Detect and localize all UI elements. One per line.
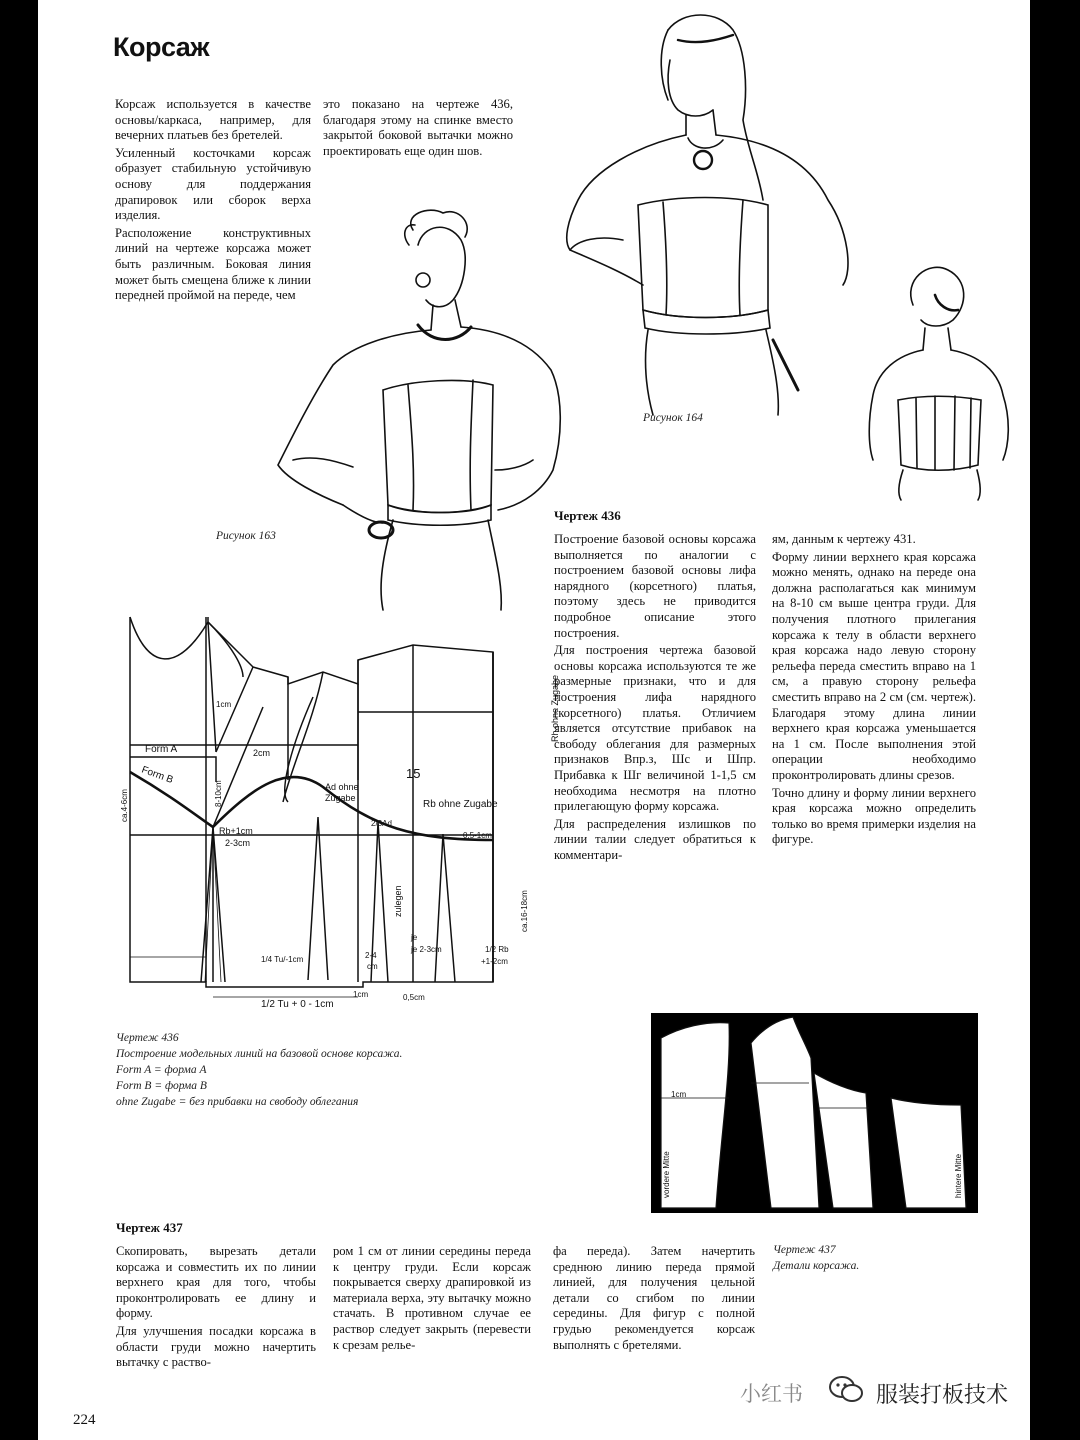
pattern-label: 15 bbox=[406, 766, 421, 781]
pattern-label: 1/4 Tu/-1cm bbox=[261, 955, 304, 964]
pattern-label: 2/3Ad bbox=[371, 819, 392, 828]
draft-437-pattern-pieces bbox=[651, 1013, 978, 1213]
pattern-label: Rb+1cm bbox=[219, 826, 253, 836]
figure-163-illustration bbox=[233, 205, 563, 615]
caption-line: Чертеж 437 bbox=[773, 1244, 836, 1256]
paragraph: Для распределения излишков по линии талии следует обратиться к комментари- bbox=[554, 816, 756, 862]
watermark-xhs: 小红书 bbox=[740, 1382, 803, 1406]
pattern-label: ca.16-18cm bbox=[520, 890, 529, 932]
paragraph: Точно длину и форму линии верхнего края корсажа можно определить только во время примерки изделия на фигуре. bbox=[772, 785, 976, 847]
caption-line: Чертеж 436 bbox=[116, 1032, 179, 1044]
pattern-label: je bbox=[411, 933, 418, 942]
pattern-label: 1cm bbox=[353, 990, 369, 999]
paragraph: Построение базовой основы корсажа выполняется по аналогии с построением базовой основы лифа нарядного (корсетного) платья, поэтому здесь не приводится подробное описание этого построения. bbox=[554, 532, 756, 640]
paragraph: ром 1 см от линии середины переда к центру груди. Если корсаж покрывается сверху драпировкой из материала верха, эту вытачку можно стачать. В противном случае ее раствор следует закрыть (перевести к срезам релье- bbox=[333, 1244, 531, 1352]
piece-label: vordere Mitte bbox=[662, 1151, 671, 1198]
pattern-label: Zugabe bbox=[325, 793, 356, 803]
paragraph: ям, данным к чертежу 431. bbox=[772, 532, 916, 546]
pattern-label: 2-3cm bbox=[225, 838, 251, 848]
draft-436-caption bbox=[116, 1030, 402, 1110]
piece-label: 1cm bbox=[671, 1090, 687, 1099]
pattern-label: 2cm bbox=[253, 748, 271, 758]
pattern-label: 8-10cm bbox=[214, 780, 223, 807]
pattern-label: 0,5cm bbox=[403, 993, 425, 1002]
pattern-label: 1cm bbox=[216, 700, 232, 709]
caption-line: Детали корсажа. bbox=[773, 1260, 860, 1272]
intro-column-2 bbox=[323, 97, 513, 159]
watermark-account: 服装打板技术 bbox=[876, 1383, 1009, 1408]
pattern-label: 1/2 Rb bbox=[485, 945, 509, 954]
draft-436-column-2 bbox=[772, 532, 976, 848]
paragraph: Расположение конструктивных линий на чертеже корсажа может быть различным. Боковая линия может быть смещена ближе к линии передней проймой на переде, чем bbox=[115, 225, 311, 303]
wechat-icon bbox=[828, 1375, 864, 1405]
paragraph: Форму линии верхнего края корсажа можно менять, однако на переде она должна располагаться как минимум на 8-10 см выше центра груди. Для получения плотного прилегания корсажа к телу в области верхнего края корсажа надо левую сторону рельефа переда сместить вправо на 1 см, а правую сторону рельефа сместить вправо на 2 см (см. чертеж). Благодаря этому длина линии верхнего края корсажа уменьшается на 1 см. После выполнения этой операции необходимо проконтролировать длины срезов. bbox=[772, 549, 976, 782]
pattern-label: Rb ohne Zugabe bbox=[423, 799, 498, 810]
draft-436-pattern bbox=[113, 612, 560, 1012]
draft-437-column-1 bbox=[116, 1244, 316, 1371]
figure-163-caption: Рисунок 163 bbox=[216, 530, 276, 542]
figure-164-caption: Рисунок 164 bbox=[643, 412, 703, 424]
caption-line: Построение модельных линий на базовой основе корсажа. bbox=[116, 1048, 403, 1060]
pattern-label: zulegen bbox=[393, 885, 403, 917]
draft-437-column-2 bbox=[333, 1244, 531, 1353]
paragraph: Усиленный косточками корсаж образует стабильную устойчивую основу для поддержания драпировок или сборок верха изделия. bbox=[115, 145, 311, 223]
pattern-label: 1/2 Tu + 0 - 1cm bbox=[261, 999, 334, 1010]
figure-164-illustration bbox=[518, 10, 858, 415]
paragraph: Скопировать, вырезать детали корсажа и совместить их по линии верхнего края для того, чтобы проконтролировать ее длину и форму. bbox=[116, 1244, 316, 1321]
draft-437-column-3 bbox=[553, 1244, 755, 1353]
pattern-label: Ad ohne bbox=[325, 782, 359, 792]
caption-line: Form B = форма B bbox=[116, 1080, 207, 1092]
piece-label: hintere Mitte bbox=[954, 1153, 963, 1198]
page-title: Корсаж bbox=[113, 32, 209, 62]
draft-436-heading: Чертеж 436 bbox=[554, 508, 621, 523]
pattern-label: Rh ohne Zugabe bbox=[550, 674, 560, 742]
paragraph: Корсаж используется в качестве основы/каркаса, например, для вечерних платьев без бретелей. bbox=[115, 97, 311, 143]
paragraph: фа переда). Затем начертить среднюю линию переда прямой линией, для получения цельной детали со сгибом по линии середины. Для фигур с полной грудью рекомендуется корсаж выполнять с бретелями. bbox=[553, 1244, 755, 1352]
pattern-label: Form A bbox=[145, 744, 178, 755]
draft-437-caption bbox=[773, 1242, 859, 1274]
paragraph: Для улучшения посадки корсажа в области груди можно начертить вытачку с раство- bbox=[116, 1323, 316, 1370]
pattern-label: Form B bbox=[139, 764, 175, 787]
draft-437-heading: Чертеж 437 bbox=[116, 1220, 183, 1235]
pattern-label: +1-2cm bbox=[481, 957, 508, 966]
paragraph: Для построения чертежа базовой основы корсажа используются те же размерные признаки, что и для построения лифа нарядного (корсетного) платья. Отличием является отсутствие прибавок на свободу облегания для размерных признаков Впр.з, Шс и Шпр. Прибавка к Шг величиной 1-1,5 см необходима несмотря на плотно прилегающую форму корсажа. bbox=[554, 643, 756, 814]
page-number: 224 bbox=[73, 1412, 96, 1428]
book-page bbox=[38, 0, 1030, 1440]
pattern-label: 0,5-1cm bbox=[463, 831, 492, 840]
pattern-label: ca.4-6cm bbox=[120, 789, 129, 822]
caption-line: ohne Zugabe = без прибавки на свободу облегания bbox=[116, 1096, 359, 1108]
pattern-label: cm bbox=[367, 962, 378, 971]
pattern-label: je 2-3cm bbox=[411, 945, 442, 954]
paragraph: это показано на чертеже 436, благодаря этому на спинке вместо закрытой боковой вытачки можно проектировать еще один шов. bbox=[323, 97, 513, 158]
pattern-label: 2-4 bbox=[365, 951, 377, 960]
caption-line: Form A = форма A bbox=[116, 1064, 207, 1076]
draft-436-column-1 bbox=[554, 532, 756, 863]
figure-back-view-illustration bbox=[843, 260, 1023, 500]
